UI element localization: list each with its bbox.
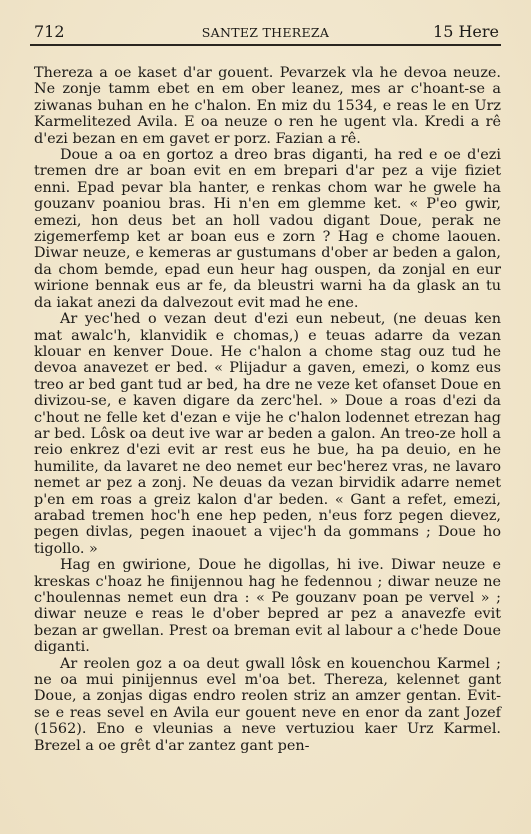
running-header — [30, 18, 501, 44]
feast-date: 15 Here — [433, 22, 499, 41]
paragraph: Ar reolen goz a oa deut gwall lôsk en kouenchou Karmel ; ne oa mui pinijennus evel m'oa bet. Thereza, kelennet gant Doue, a zonjas digas endro reolen striz an amzer gentan. Evit-se e reas sevel en Avila eur gouent neve en enor da zant Jozef (1562). Eno e vleunias a neve vertuziou kaer Urz Karmel. Brezel a oe grêt d'ar zantez gant pen- — [34, 655, 501, 754]
book-page — [30, 18, 501, 754]
header-rule — [30, 44, 501, 46]
paragraph: Hag en gwirione, Doue he digollas, hi ive. Diwar neuze e kreskas c'hoaz he finijennou hag he fedennou ; diwar neuze ne c'houlennas nemet eun dra : « Pe gouzanv poan pe vervel » ; diwar neuze e reas le d'ober bepred ar pez a anavezfe evit bezan ar gwellan. Prest oa breman evit al labour a c'hede Doue diganti. — [34, 557, 501, 656]
running-title: SANTEZ THEREZA — [201, 25, 330, 40]
paragraph: Thereza a oe kaset d'ar gouent. Pevarzek vla he devoa neuze. Ne zonje tamm ebet en em ober leanez, mes ar c'hoant-se a ziwanas buhan en he c'halon. En miz du 1534, e reas le en Urz Karmelitezed Avila. E oa neuze o ren he ugent vla. Kredi a rê d'ezi bezan en em gavet er porz. Fazian a rê. — [34, 65, 501, 147]
page-body — [34, 65, 501, 754]
paragraph: Ar yec'hed o vezan deut d'ezi eun nebeut, (ne deuas ken mat awalc'h, klanvidik e chomas,) e teuas adarre da vezan klouar en kenver Doue. He c'halon a chome stag ouz tud he devoa anavezet er bed. « Plijadur a gaven, emezi, o komz eus treo ar bed gant tud ar bed, ha dre ne veze ket ofanset Doue en divizou-se, e kaven digare da zerc'hel. » Doue a roas d'ezi da c'hout ne felle ket d'ezan e vije he c'halon lodennet etrezan hag ar bed. Lôsk oa deut ive war ar beden a galon. An treo-ze holl a reio enkrez d'ezi evit ar rest eus he bue, ha pa deuio, en he humilite, da lavaret ne deo nemet eur bec'herez vras, ne lavaro nemet ar pez a zonj. Ne deuas da vezan birvidik adarre nemet p'en em roas a greiz kalon d'ar beden. « Gant a refet, emezi, arabad tremen hoc'h ene hep peden, n'eus forz pegen dievez, pegen divlas, pegen inaouet a vijec'h da gommans ; Doue ho tigollo. » — [34, 311, 501, 557]
page-number: 712 — [34, 22, 65, 41]
paragraph: Doue a oa en gortoz a dreo bras diganti, ha red e oe d'ezi tremen dre ar boan evit en em brepari d'ar pez a vije fiziet enni. Epad pevar bla hanter, e renkas chom war he gwele ha gouzanv poaniou bras. Hi n'en em glemme ket. « P'eo gwir, emezi, hon deus bet an holl vadou digant Doue, perak ne zigemerfemp ket ar boan eus e zorn ? Hag e chome laouen. Diwar neuze, e kemeras ar gustumans d'ober ar beden a galon, da chom bemde, epad eun heur hag ouspen, da zonjal en eur wirione bennak eus ar fe, da bleustri warni ha da glask an tu da iakat anezi da dalvezout evit mad he ene. — [34, 147, 501, 311]
